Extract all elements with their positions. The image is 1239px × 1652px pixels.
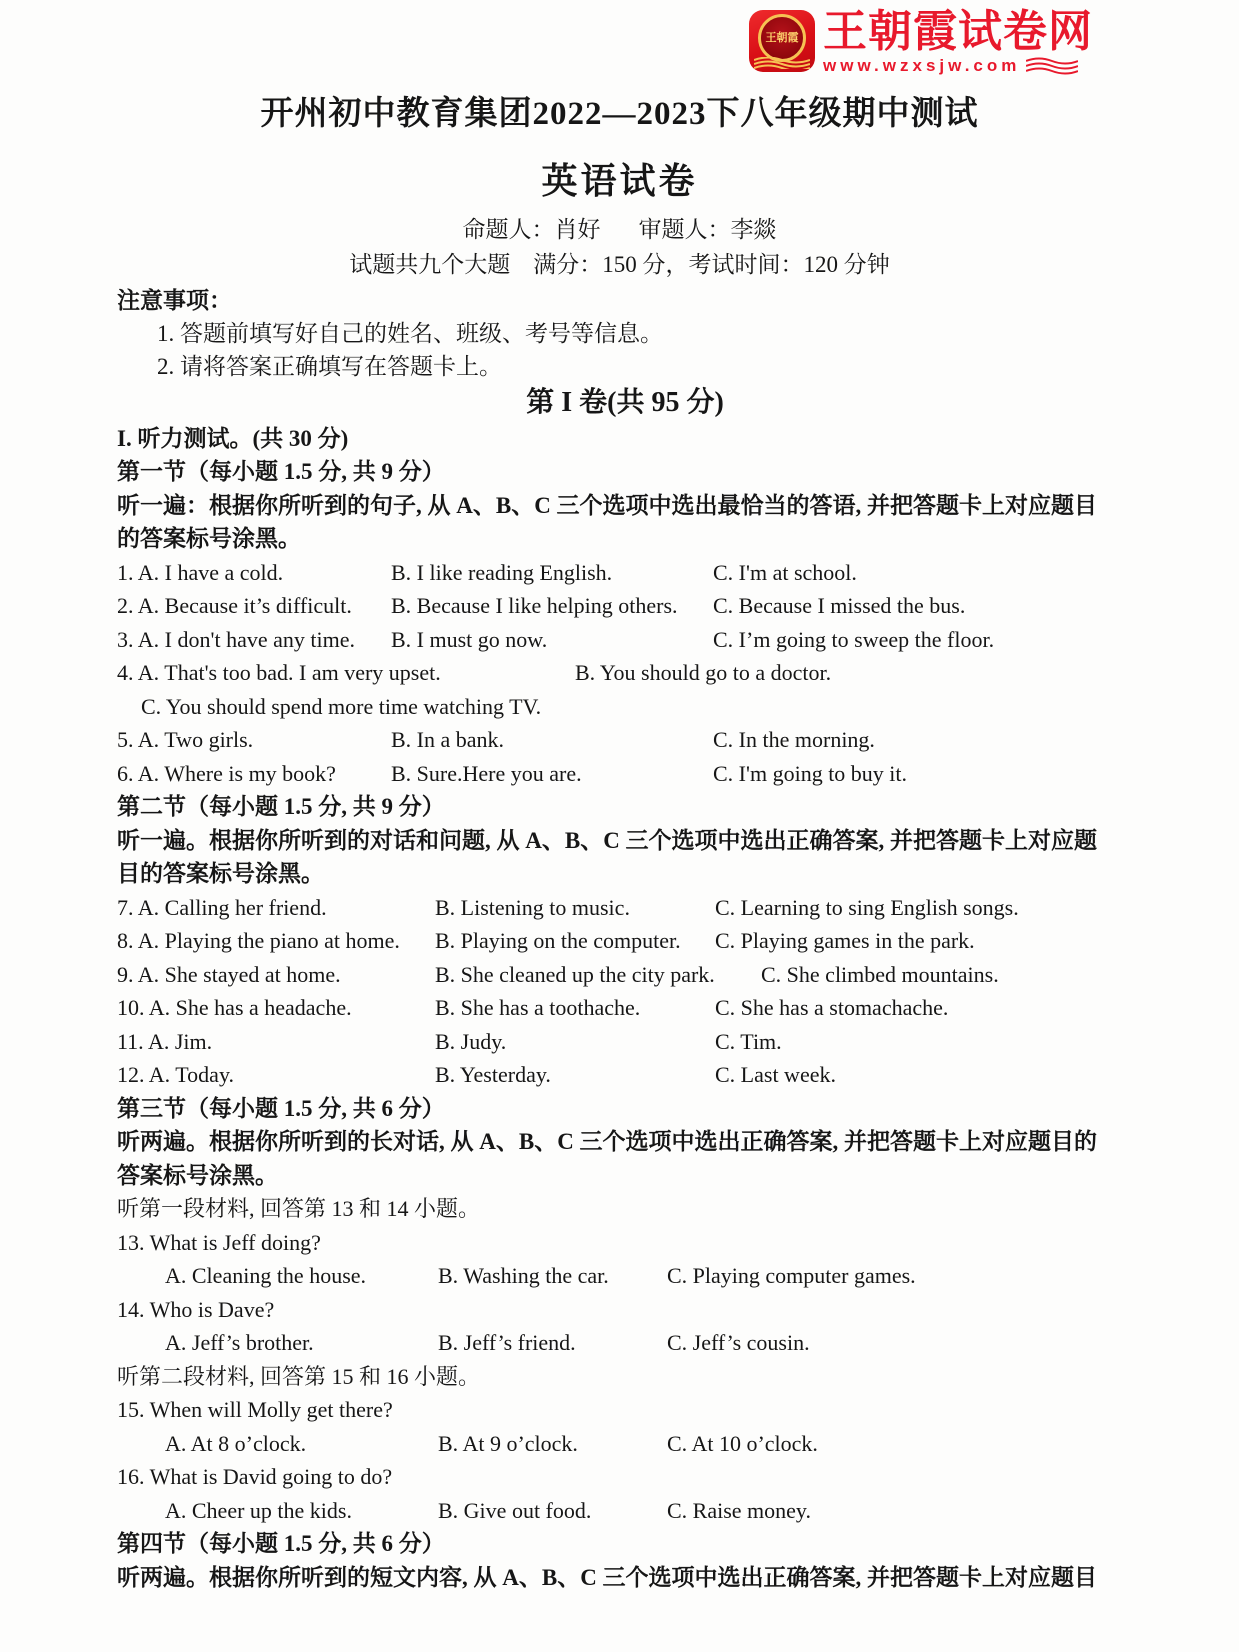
notice-item: 2. 请将答案正确填写在答题卡上。 (157, 354, 502, 379)
question-row (117, 1427, 1133, 1461)
notice-item: 1. 答题前填写好自己的姓名、班级、考号等信息。 (157, 321, 663, 346)
section-heading: 听两遍。根据你所听到的长对话, 从 A、B、C 三个选项中选出正确答案, 并把答题卡上对应题目的 (117, 1129, 1098, 1154)
section-heading: 第四节（每小题 1.5 分, 共 6 分） (117, 1531, 445, 1556)
option-cell: 10. A. She has a headache. (117, 995, 352, 1020)
option-cell: B. I like reading English. (391, 559, 613, 585)
option-cell: C. At 10 o’clock. (667, 1430, 818, 1456)
option-cell: C. Raise money. (667, 1497, 811, 1523)
seal-text: 王朝霞 (765, 31, 799, 44)
option-cell: C. I'm at school. (713, 559, 857, 585)
option-cell: B. Jeff’s friend. (438, 1330, 576, 1355)
option-cell: B. At 9 o’clock. (438, 1430, 578, 1456)
option-cell: 6. A. Where is my book? (117, 760, 336, 786)
option-cell: C. You should spend more time watching TV. (141, 693, 542, 719)
site-url: www.wzxsjw.com (823, 56, 1021, 75)
setter-label: 命题人：肖好 (462, 217, 601, 242)
option-cell: 3. A. I don't have any time. (117, 626, 355, 652)
option-cell: B. I must go now. (391, 626, 548, 652)
question-row (117, 589, 1133, 623)
option-cell: C. In the morning. (713, 727, 875, 752)
section-heading: I. 听力测试。(共 30 分) (117, 425, 349, 451)
option-cell: 8. A. Playing the piano at home. (117, 928, 400, 953)
exam-authors (0, 216, 1239, 244)
section-heading: 听两遍。根据你所听到的短文内容, 从 A、B、C 三个选项中选出正确答案, 并把答题卡上对应题目 (117, 1564, 1098, 1590)
wzx-seal-icon (749, 10, 815, 72)
text-line: 听第一段材料, 回答第 13 和 14 小题。 (117, 1196, 481, 1221)
option-cell: B. She has a toothache. (435, 995, 641, 1020)
text-line: 15. When will Molly get there? (117, 1397, 393, 1422)
option-cell: 1. A. I have a cold. (117, 559, 284, 585)
option-cell: B. Yesterday. (435, 1062, 551, 1087)
option-cell: C. Learning to sing English songs. (715, 894, 1019, 920)
section-heading: 第二节（每小题 1.5 分, 共 9 分） (117, 794, 445, 819)
question-row (117, 1326, 1133, 1360)
option-cell: 9. A. She stayed at home. (117, 961, 341, 987)
section-heading: 的答案标号涂黑。 (117, 526, 301, 551)
option-cell: B. You should go to a doctor. (575, 660, 832, 685)
site-name: 王朝霞试卷网 (823, 7, 1093, 56)
seal-waves-icon (754, 57, 810, 69)
question-row (117, 991, 1133, 1025)
option-cell: C. She climbed mountains. (761, 961, 999, 987)
option-cell: C. Playing computer games. (667, 1263, 916, 1288)
text-line: 14. Who is Dave? (117, 1296, 275, 1322)
option-cell: B. She cleaned up the city park. (435, 961, 715, 987)
section-heading: 听一遍：根据你所听到的句子, 从 A、B、C 三个选项中选出最恰当的答语, 并把答题卡上对应题目 (117, 492, 1098, 518)
seal-ring (758, 14, 806, 62)
part-title: 第 I 卷(共 95 分) (526, 387, 724, 418)
option-cell: B. In a bank. (391, 727, 505, 752)
exam-subtitle: 英语试卷 (541, 161, 698, 201)
logo-texts (823, 7, 1093, 76)
question-row (117, 1259, 1133, 1293)
option-cell: 11. A. Jim. (117, 1028, 213, 1054)
question-row (117, 556, 1133, 590)
option-cell: C. Last week. (715, 1062, 836, 1087)
exam-title: 开州初中教育集团2022—2023下八年级期中测试 (260, 96, 979, 132)
option-cell: C. I’m going to sweep the floor. (713, 626, 995, 652)
option-cell: 7. A. Calling her friend. (117, 894, 327, 920)
option-cell: 5. A. Two girls. (117, 727, 254, 752)
question-row (117, 1058, 1133, 1092)
option-cell: C. I'm going to buy it. (713, 760, 908, 786)
option-cell: C. Because I missed the bus. (713, 593, 966, 618)
option-cell: A. Cleaning the house. (165, 1263, 367, 1288)
question-row (117, 690, 1133, 724)
section-heading: 第三节（每小题 1.5 分, 共 6 分） (117, 1095, 445, 1121)
option-cell: C. Jeff’s cousin. (667, 1330, 810, 1355)
question-row (117, 958, 1133, 992)
question-row (117, 1494, 1133, 1528)
text-line: 听第二段材料, 回答第 15 和 16 小题。 (117, 1363, 481, 1389)
question-row (117, 924, 1133, 958)
option-cell: A. At 8 o’clock. (165, 1430, 307, 1456)
question-row (117, 723, 1133, 757)
text-line: 13. What is Jeff doing? (117, 1229, 321, 1255)
notice-heading: 注意事项： (117, 288, 232, 313)
paper-body (117, 383, 1133, 1594)
option-cell: B. Give out food. (438, 1497, 592, 1523)
question-row (117, 623, 1133, 657)
exam-info: 试题共九个大题 满分：150 分，考试时间：120 分钟 (349, 252, 890, 277)
option-cell: C. She has a stomachache. (715, 995, 949, 1020)
section-heading: 第一节（每小题 1.5 分, 共 9 分） (117, 459, 445, 484)
section-heading: 答案标号涂黑。 (117, 1162, 278, 1188)
site-logo (749, 7, 1093, 76)
option-cell: B. Because I like helping others. (391, 593, 678, 618)
section-heading: 目的答案标号涂黑。 (117, 861, 324, 886)
option-cell: C. Tim. (715, 1028, 782, 1054)
option-cell: B. Listening to music. (435, 894, 630, 920)
question-row (117, 891, 1133, 925)
option-cell: B. Washing the car. (438, 1263, 609, 1288)
question-row (117, 757, 1133, 791)
question-row (117, 1025, 1133, 1059)
option-cell: C. Playing games in the park. (715, 928, 975, 953)
option-cell: 12. A. Today. (117, 1062, 235, 1087)
question-row (117, 656, 1133, 690)
option-cell: A. Jeff’s brother. (165, 1330, 314, 1355)
option-cell: A. Cheer up the kids. (165, 1497, 352, 1523)
option-cell: B. Playing on the computer. (435, 928, 681, 953)
reviewer-label: 审题人：李燚 (638, 217, 777, 242)
option-cell: B. Sure.Here you are. (391, 760, 582, 786)
wave-decoration-icon (1026, 57, 1078, 75)
option-cell: B. Judy. (435, 1028, 507, 1054)
text-line: 16. What is David going to do? (117, 1464, 393, 1489)
section-heading: 听一遍。根据你所听到的对话和问题, 从 A、B、C 三个选项中选出正确答案, 并把答题卡上对应题 (117, 827, 1098, 853)
option-cell: 2. A. Because it’s difficult. (117, 593, 352, 618)
option-cell: 4. A. That's too bad. I am very upset. (117, 660, 441, 685)
